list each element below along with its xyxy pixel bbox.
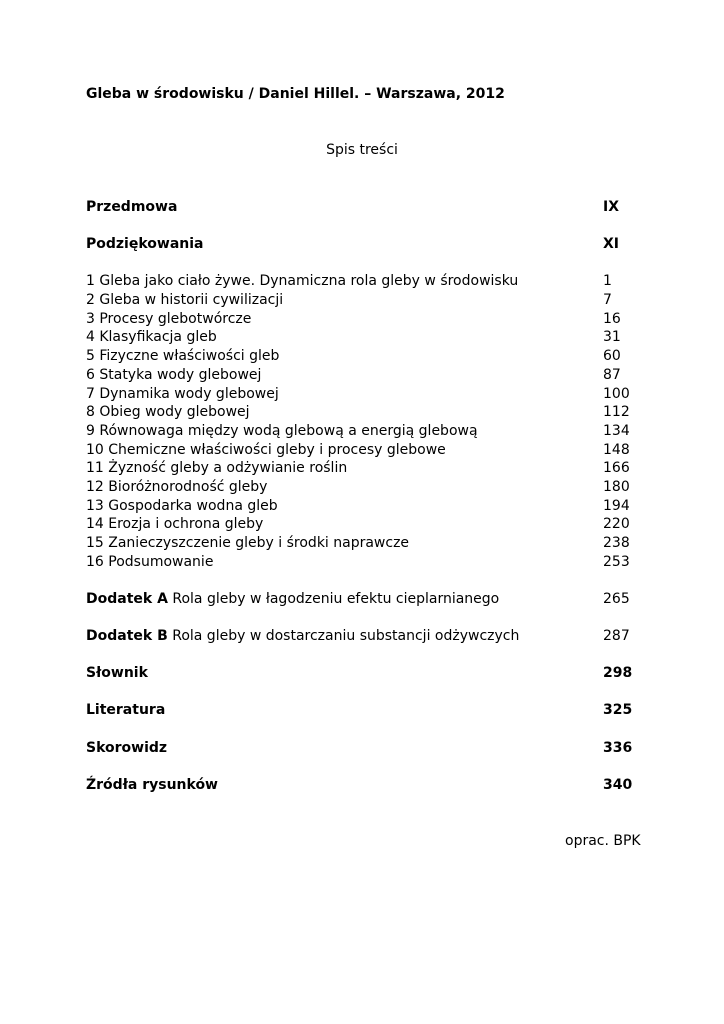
appendix-title: Rola gleby w łagodzeniu efektu cieplarnianego — [172, 590, 500, 607]
toc-chapter — [86, 553, 634, 572]
appendix-title: Rola gleby w dostarczaniu substancji odżywczych — [172, 628, 520, 645]
toc-chapter — [86, 459, 634, 478]
toc-entry-page: 298 — [603, 665, 633, 682]
toc-entry-page: IX — [603, 199, 620, 215]
toc-chapter-page: 87 — [603, 366, 621, 383]
toc-chapter-page: 100 — [603, 385, 630, 402]
toc-entry-page: 336 — [603, 739, 633, 756]
toc-chapter — [86, 478, 634, 497]
toc-chapter-title: 6 Statyka wody glebowej — [86, 366, 262, 383]
toc-chapter-page: 148 — [603, 441, 630, 458]
toc-chapter-title: 1 Gleba jako ciało żywe. Dynamiczna rola gleby w środowisku — [86, 273, 519, 290]
toc-chapter-title: 5 Fizyczne właściwości gleb — [86, 348, 280, 365]
toc-chapter-page: 238 — [603, 535, 630, 551]
toc-chapter-page: 194 — [603, 497, 630, 514]
toc-chapter-page: 220 — [603, 516, 630, 533]
toc-entry-title: Słownik — [86, 665, 148, 682]
toc-entry-index — [86, 739, 634, 758]
toc-chapter — [86, 347, 634, 366]
toc-appendix-page: 287 — [603, 628, 630, 645]
toc-entry-title: Skorowidz — [86, 739, 168, 756]
toc-entry-preface — [86, 198, 634, 217]
toc-appendix-page: 265 — [603, 590, 630, 607]
toc-chapter-title: 14 Erozja i ochrona gleby — [86, 516, 264, 533]
toc-chapter — [86, 272, 634, 291]
toc-entry-glossary — [86, 664, 634, 683]
toc-chapter-title: 2 Gleba w historii cywilizacji — [86, 292, 284, 309]
toc-entry-title: Przedmowa — [86, 199, 178, 215]
toc-entry-literature — [86, 701, 634, 720]
toc-chapter-title: 16 Podsumowanie — [86, 553, 214, 570]
toc-chapter-title: 7 Dynamika wody glebowej — [86, 385, 279, 402]
toc-chapter-title: 12 Bioróżnorodność gleby — [86, 478, 268, 495]
toc-chapter-page: 253 — [603, 553, 630, 570]
toc-entry-page: 340 — [603, 776, 633, 793]
toc-entry-page: XI — [603, 236, 620, 253]
prepared-by-credit: oprac. BPK — [565, 833, 641, 849]
toc-chapter — [86, 310, 634, 329]
toc-chapter-title: 13 Gospodarka wodna gleb — [86, 497, 278, 514]
toc-entry-page: 325 — [603, 702, 633, 719]
toc-appendix-b — [86, 627, 634, 646]
table-of-contents — [86, 198, 634, 795]
toc-chapter-page: 31 — [603, 329, 621, 346]
toc-chapter — [86, 328, 634, 347]
toc-chapter — [86, 441, 634, 460]
toc-chapter-page: 112 — [603, 404, 630, 421]
toc-chapter — [86, 385, 634, 404]
toc-chapter — [86, 515, 634, 534]
toc-chapter-page: 60 — [603, 348, 621, 365]
toc-chapter-page: 134 — [603, 422, 630, 439]
toc-title: Spis treści — [326, 142, 398, 158]
toc-chapter-page: 180 — [603, 478, 630, 495]
toc-chapter — [86, 403, 634, 422]
toc-entry-title: Źródła rysunków — [86, 776, 218, 793]
toc-entry-title: Podziękowania — [86, 236, 204, 253]
toc-chapter-title: 10 Chemiczne właściwości gleby i procesy glebowe — [86, 441, 446, 458]
toc-chapter-page: 7 — [603, 292, 612, 309]
toc-chapter — [86, 291, 634, 310]
appendix-label: Dodatek A — [86, 590, 168, 607]
toc-entry-figure-sources — [86, 776, 634, 795]
document-citation: Gleba w środowisku / Daniel Hillel. – Warszawa, 2012 — [86, 86, 505, 102]
toc-chapter-page: 16 — [603, 310, 621, 327]
toc-chapter-title: 15 Zanieczyszczenie gleby i środki naprawcze — [86, 535, 410, 551]
toc-chapter — [86, 534, 634, 553]
toc-chapter-title: 3 Procesy glebotwórcze — [86, 310, 252, 327]
toc-chapter-title: 8 Obieg wody glebowej — [86, 404, 250, 421]
toc-chapter-title: 11 Żyzność gleby a odżywianie roślin — [86, 460, 348, 477]
toc-entry-acknowledgements — [86, 235, 634, 254]
toc-chapter — [86, 422, 634, 441]
toc-chapter-page: 1 — [603, 273, 612, 290]
toc-chapter-title: 4 Klasyfikacja gleb — [86, 329, 217, 346]
toc-appendix-a — [86, 590, 634, 609]
appendix-label: Dodatek B — [86, 628, 168, 645]
toc-entry-title: Literatura — [86, 702, 166, 719]
toc-chapter — [86, 366, 634, 385]
toc-chapter-title: 9 Równowaga między wodą glebową a energią glebową — [86, 422, 478, 439]
toc-chapter-page: 166 — [603, 460, 630, 477]
toc-chapter — [86, 497, 634, 516]
